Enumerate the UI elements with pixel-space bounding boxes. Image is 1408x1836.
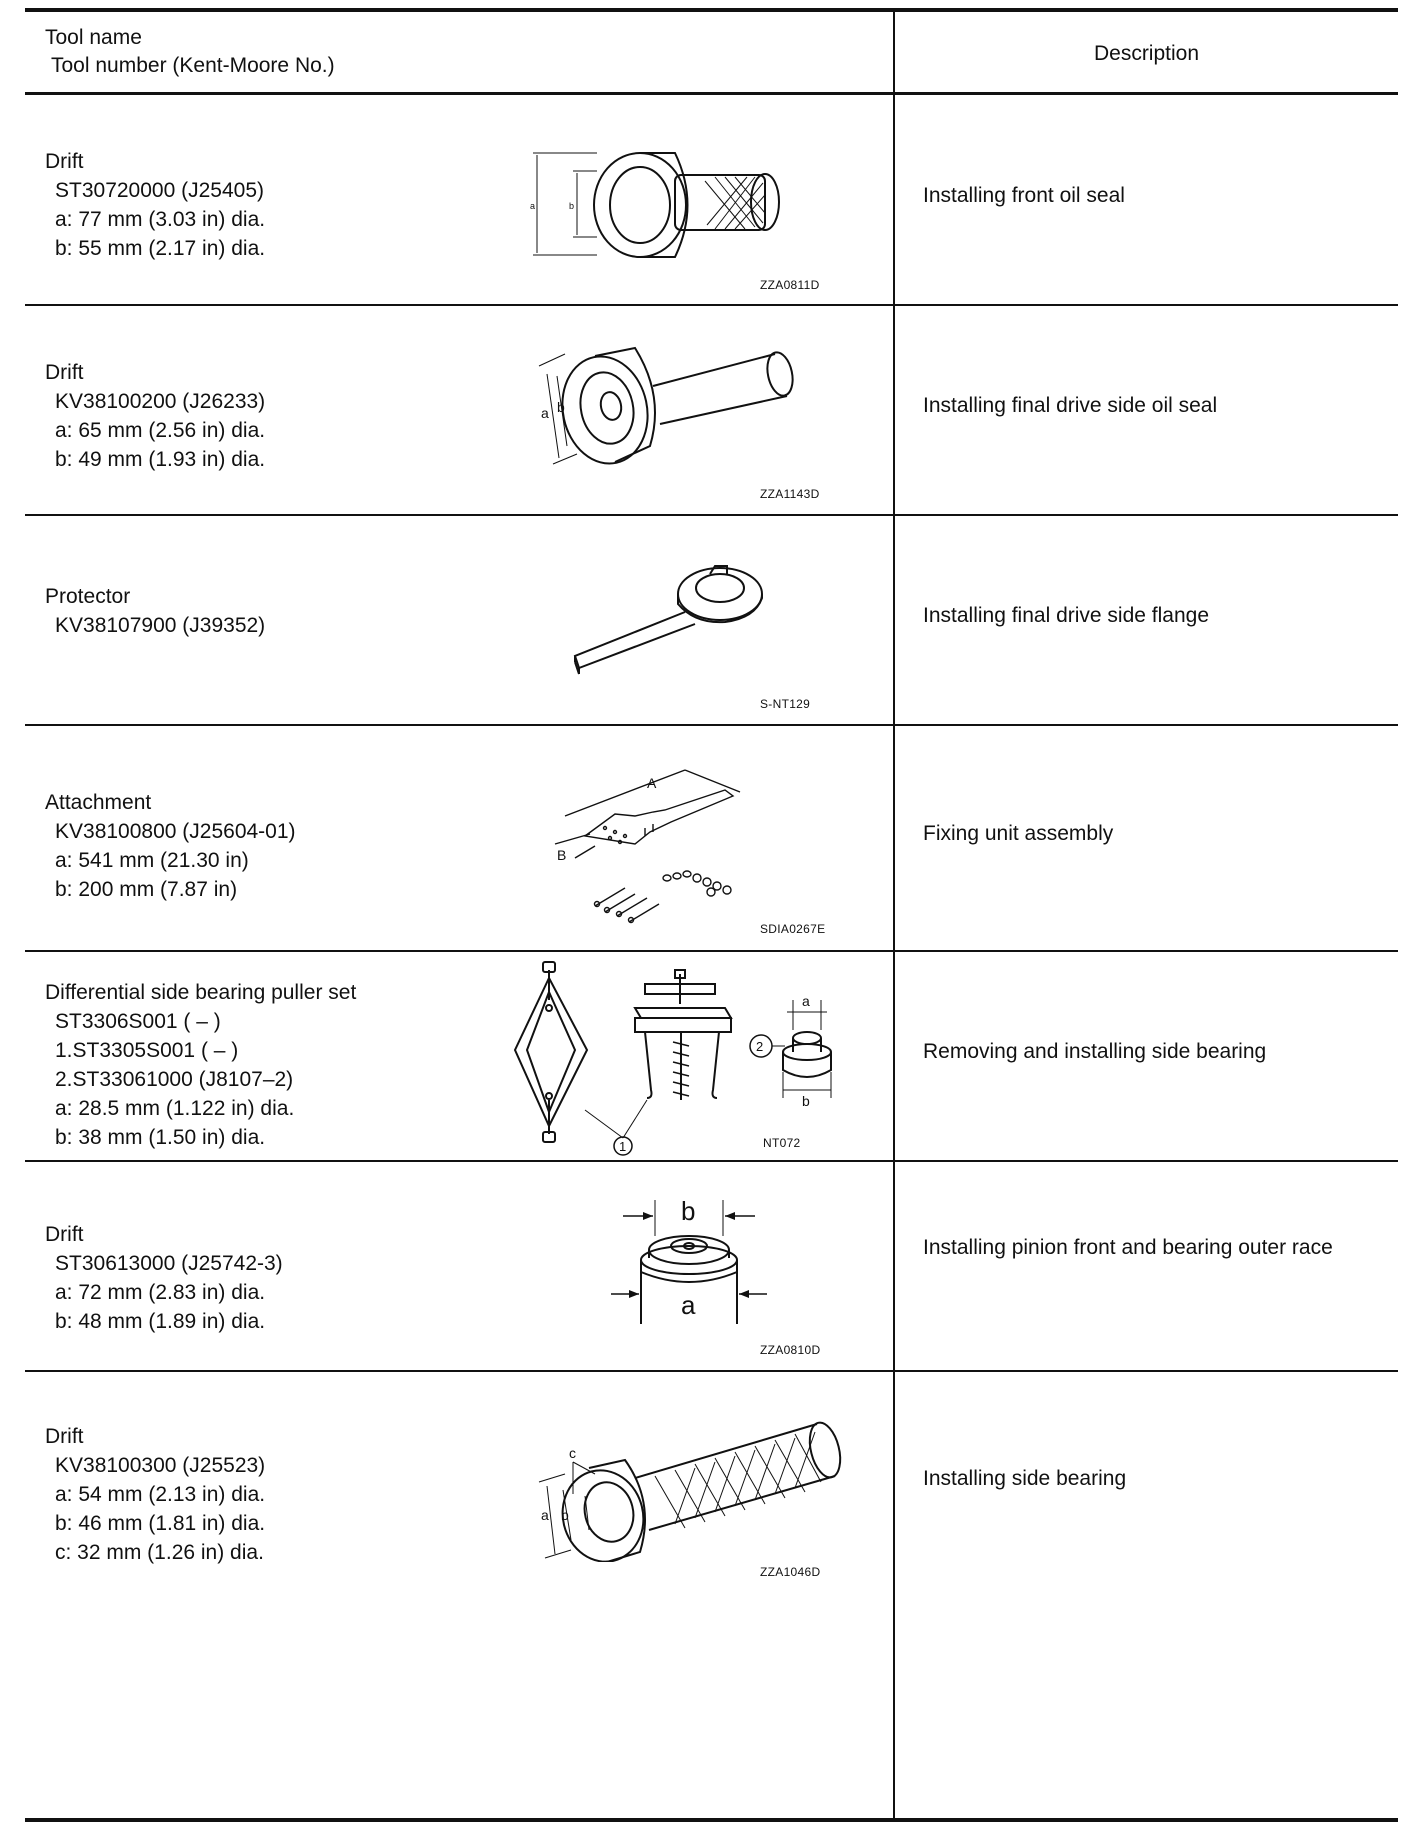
table-row xyxy=(25,1162,1398,1372)
tool-name: Drift xyxy=(45,1425,84,1448)
tool-spec: b: 200 mm (7.87 in) xyxy=(55,878,238,901)
tool-spec: b: 48 mm (1.89 in) dia. xyxy=(55,1310,266,1333)
dim-label: b xyxy=(561,1507,569,1523)
tool-name: Drift xyxy=(45,150,84,173)
tool-spec: b: 46 mm (1.81 in) dia. xyxy=(55,1512,266,1535)
figure-id: S-NT129 xyxy=(760,697,811,711)
tool-description: Installing front oil seal xyxy=(923,184,1125,207)
drift-icon xyxy=(525,1412,865,1562)
tool-info xyxy=(45,582,265,640)
tool-number: 2.ST33061000 (J8107–2) xyxy=(55,1068,294,1091)
dim-label: B xyxy=(557,847,567,863)
table-row xyxy=(25,726,1398,952)
header-tool-number-line: Tool number (Kent-Moore No.) xyxy=(51,54,335,77)
figure-id: ZZA1046D xyxy=(760,1565,821,1579)
tool-spec: a: 72 mm (2.83 in) dia. xyxy=(55,1281,266,1304)
dim-label: A xyxy=(647,775,657,791)
protector-icon xyxy=(565,556,795,686)
figure-id: ZZA0811D xyxy=(760,278,820,292)
table-row xyxy=(25,306,1398,516)
header-tool-name-line1: Tool name xyxy=(45,26,142,49)
table-header xyxy=(25,12,1398,95)
dim-label: c xyxy=(569,1445,576,1461)
figure-id: NT072 xyxy=(763,1136,801,1150)
tool-number: KV38100300 (J25523) xyxy=(55,1454,266,1477)
tool-number: KV38100800 (J25604-01) xyxy=(55,820,296,843)
drift-icon xyxy=(605,1196,785,1336)
tool-spec: c: 32 mm (1.26 in) dia. xyxy=(55,1541,264,1564)
header-tool-name xyxy=(45,24,335,80)
tool-number: ST3306S001 ( – ) xyxy=(55,1010,221,1033)
dim-label: a xyxy=(802,993,810,1009)
dim-label: a xyxy=(681,1290,696,1320)
tool-spec: a: 541 mm (21.30 in) xyxy=(55,849,249,872)
dim-label: a xyxy=(541,405,549,421)
tool-info xyxy=(45,978,356,1152)
tool-number: ST30720000 (J25405) xyxy=(55,179,264,202)
tool-name: Drift xyxy=(45,361,84,384)
figure-id: ZZA0810D xyxy=(760,1343,821,1357)
bearing-puller-icon xyxy=(505,960,865,1160)
tool-description: Fixing unit assembly xyxy=(923,822,1114,845)
figure-id: SDIA0267E xyxy=(760,922,826,936)
dim-label: b xyxy=(569,201,575,211)
svg-text:2: 2 xyxy=(756,1039,764,1054)
tool-info xyxy=(45,788,296,904)
tool-description: Installing final drive side flange xyxy=(923,604,1210,627)
tool-number: ST30613000 (J25742-3) xyxy=(55,1252,283,1275)
tool-info xyxy=(45,1220,283,1336)
header-description: Description xyxy=(1093,41,1200,65)
tool-spec: a: 28.5 mm (1.122 in) dia. xyxy=(55,1097,295,1120)
dim-label: a xyxy=(530,201,536,211)
dim-label: b xyxy=(557,399,565,415)
tool-spec: a: 65 mm (2.56 in) dia. xyxy=(55,419,266,442)
tool-number: 1.ST3305S001 ( – ) xyxy=(55,1039,239,1062)
table-row xyxy=(25,952,1398,1162)
tool-description: Installing pinion front and bearing outer race xyxy=(923,1236,1333,1259)
table-row xyxy=(25,516,1398,726)
tool-description: Removing and installing side bearing xyxy=(923,1040,1267,1063)
dim-label: b xyxy=(802,1093,810,1109)
tool-spec: a: 54 mm (2.13 in) dia. xyxy=(55,1483,266,1506)
tool-info xyxy=(45,1422,265,1567)
tool-name: Attachment xyxy=(45,791,152,814)
tool-spec: a: 77 mm (3.03 in) dia. xyxy=(55,208,266,231)
tool-number: KV38107900 (J39352) xyxy=(55,614,266,637)
table-row xyxy=(25,1372,1398,1826)
special-service-tools-table xyxy=(25,8,1398,1822)
tool-name: Protector xyxy=(45,585,131,608)
tool-number: KV38100200 (J26233) xyxy=(55,390,266,413)
drift-icon xyxy=(525,346,825,476)
table-row xyxy=(25,95,1398,306)
dim-label: a xyxy=(541,1507,549,1523)
tool-name: Differential side bearing puller set xyxy=(45,981,357,1004)
figure-id: ZZA1143D xyxy=(760,487,820,501)
drift-icon xyxy=(525,145,825,275)
tool-description: Installing side bearing xyxy=(923,1467,1127,1490)
tool-description: Installing final drive side oil seal xyxy=(923,394,1218,417)
dim-label: b xyxy=(681,1196,696,1226)
tool-spec: b: 49 mm (1.93 in) dia. xyxy=(55,448,266,471)
svg-text:1: 1 xyxy=(619,1139,627,1154)
tool-spec: b: 55 mm (2.17 in) dia. xyxy=(55,237,266,260)
tool-name: Drift xyxy=(45,1223,84,1246)
attachment-icon xyxy=(535,766,755,936)
tool-info xyxy=(45,147,265,263)
tool-spec: b: 38 mm (1.50 in) dia. xyxy=(55,1126,266,1149)
tool-info xyxy=(45,358,265,474)
